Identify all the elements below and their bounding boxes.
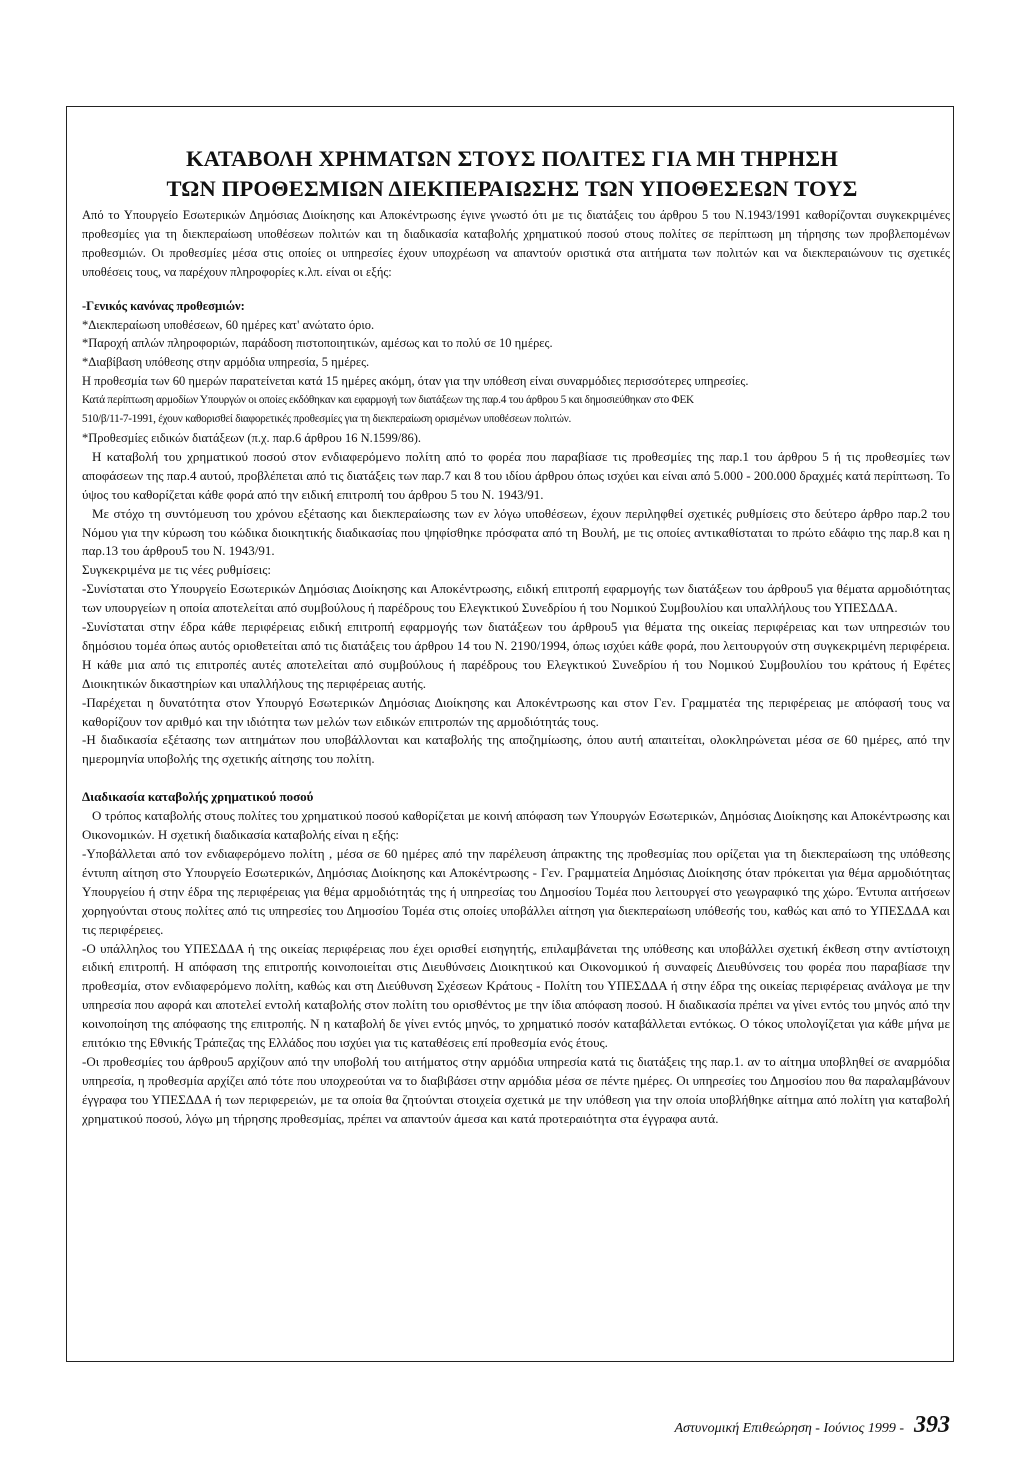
page-footer xyxy=(674,1412,950,1439)
footer-publication: Αστυνομική Επιθεώρηση - Ιούνιος 1999 - xyxy=(674,1421,904,1436)
spacer xyxy=(82,282,950,297)
title-line-2: ΤΩΝ ΠΡΟΘΕΣΜΙΩΝ ΔΙΕΚΠΕΡΑΙΩΣΗΣ ΤΩΝ ΥΠΟΘΕΣΕΩΝ ΤΟΥΣ xyxy=(166,176,858,201)
procedure-heading: Διαδικασία καταβολής χρηματικού ποσού xyxy=(82,789,314,805)
procedure-paragraph-2: -Υποβάλλεται από τον ενδιαφερόμενο πολίτη , μέσα σε 60 ημέρες από την παρέλευση άπρακτης της προθεσμίας που ορίζεται για τη διεκπεραίωση της υπόθεσης έντυπη αίτηση στο Υπουργείο Εσωτερικών, Δημόσιας Διοίκησης και Αποκέντρωσης - Γεν. Γραμματεία Δημόσιας Διοίκησης όταν πρόκειται για θέμα αρμοδιότητας Υπουργείου ή στην έδρα της περιφέρειας για θέμα αρμοδιότητάς της ή υπηρεσίας του Δημοσίου Τομέα που λειτουργεί στο γεωγραφικό της χώρο. Έντυπα αιτήσεων χορηγούνται στους πολίτες από τις υπηρεσίες του Δημοσίου Τομέα στις οποίες υποβάλλει αίτηση για διεκπεραίωση υπόθεσής του, καθώς και από το ΥΠΕΣΔΔΑ και τις περιφέρειες. xyxy=(82,846,950,937)
procedure-paragraph-3: -Ο υπάλληλος του ΥΠΕΣΔΔΑ ή της οικείας περιφέρειας που έχει ορισθεί εισηγητής, επιλαμβάνεται της υπόθεσης και υποβάλλει σχετική έκθεση στην αντίστοιχη ειδική επιτροπή. Η απόφαση της επιτροπής κοινοποιείται στις Διευθύνσεις Διοικητικού και Οικονομικού ή συναφείς Διευθύνσεις του φορέα που παραβίασε την προθεσμία, στον ενδιαφερόμενο πολίτη, καθώς και στη Διεύθυνση Σχέσεων Κράτους - Πολίτη του ΥΠΕΣΔΔΑ ή στην έδρα της οικείας περιφέρειας ανάλογα με την υπηρεσία που αφορά και αποτελεί εντολή καταβολής στον πολίτη του ορισθέντος με την ίδια απόφαση ποσού. Η διαδικασία πρέπει να γίνει εντός του μηνός από την κοινοποίηση της απόφασης της επιτροπής. Ν η καταβολή δε γίνει εντός μηνός, το χρηματικό ποσόν καταβάλλεται εντόκως. Ο τόκος υπολογίζεται για κάθε μήνα με επιτόκιο της Εθνικής Τράπεζας της Ελλάδος που ισχύει για τις καταθέσεις επί προθεσμία ενός έτους. xyxy=(82,940,950,1051)
rule-item-2: *Παροχή απλών πληροφοριών, παράδοση πιστοποιητικών, αμέσως και το πολύ σε 10 ημέρες. xyxy=(82,336,553,351)
article-body xyxy=(82,206,950,1129)
title-line-1: ΚΑΤΑΒΟΛΗ ΧΡΗΜΑΤΩΝ ΣΤΟΥΣ ΠΟΛΙΤΕΣ ΓΙΑ ΜΗ ΤΗΡΗΣΗ xyxy=(185,146,839,171)
payment-paragraph-2: Με στόχο τη συντόμευση του χρόνου εξέτασης και διεκπεραίωσης των εν λόγω υποθέσεων, έχουν περιληφθεί σχετικές ρυθμίσεις στο δεύτερο άρθρο παρ.2 του Νόμου για την κύρωση του κώδικα διοικητικής διαδικασίας που ψηφίσθηκε πρόσφατα από τη Βουλή, με τις οποίες αντικαθίσταται το πρώτο εδάφιο της παρ.8 και η παρ.13 του άρθρου5 του Ν. 1943/91. xyxy=(82,505,950,559)
rules-heading: -Γενικός κανόνας προθεσμιών: xyxy=(82,298,245,313)
spacer xyxy=(82,769,950,788)
rule-item-1: *Διεκπεραίωση υποθέσεων, 60 ημέρες κατ' ανώτατο όριο. xyxy=(82,317,375,332)
rule-extension: Η προθεσμία των 60 ημερών παρατείνεται κατά 15 ημέρες ακόμη, όταν για την υπόθεση είναι συναρμόδιες περισσότερες υπηρεσίες. xyxy=(82,374,749,389)
intro-paragraph: Από το Υπουργείο Εσωτερικών Δημόσιας Διοίκησης και Αποκέντρωσης έγινε γνωστό ότι με τις διατάξεις του άρθρου 5 του Ν.1943/1991 καθορίζονται συγκεκριμένες προθεσμίες για τη διεκπεραίωση υποθέσεων πολιτών και τη διαδικασία καταβολής χρηματικού ποσού στους πολίτες σε περίπτωση μη τήρησης των προβλεπομένων προθεσμιών. Οι προθεσμίες μέσα στις οποίες οι υπηρεσίες έχουν υποχρέωση να απαντούν οριστικά στα αιτήματα των πολιτών και να διεκπεραιώνουν τις σχετικές υποθέσεις τους, να παρέχουν πληροφορίες κ.λπ. είναι οι εξής: xyxy=(82,208,950,279)
procedure-paragraph-1: Ο τρόπος καταβολής στους πολίτες του χρηματικού ποσού καθορίζεται με κοινή απόφαση των Υπουργών Εσωτερικών, Δημόσιας Διοίκησης και Αποκέντρωσης και Οικονομικών. Η σχετική διαδικασία καταβολής είναι η εξής: xyxy=(82,808,950,843)
page-number: 393 xyxy=(914,1412,950,1438)
rule-special: *Προθεσμίες ειδικών διατάξεων (π.χ. παρ.6 άρθρου 16 Ν.1599/86). xyxy=(82,430,421,445)
procedure-paragraph-4: -Οι προθεσμίες του άρθρου5 αρχίζουν από την υποβολή του αιτήματος στην αρμόδια υπηρεσία κατά τις διατάξεις της παρ.1. αν το αίτημα υποβληθεί σε αναρμόδια υπηρεσία, η προθεσμία αρχίζει από τότε που υποχρεούται να το διαβιβάσει στην αρμόδια μέσα σε πέντε ημέρες. Οι υπηρεσίες του Δημοσίου που θα παραλαμβάνουν έγγραφα του ΥΠΕΣΔΔΑ ή των περιφερειών, με τα οποία θα ζητούνται στοιχεία σχετικά με την υπόθεση για την οποία υποβλήθηκε αίτημα από πολίτη για καταβολή χρηματικού ποσού, λόγω μη τήρησης προθεσμίας, πρέπει να απαντούν άμεσα και κατά προτεραιότητα στα έγγραφα αυτά. xyxy=(82,1053,950,1126)
payment-paragraph-3: Συγκεκριμένα με τις νέες ρυθμίσεις: xyxy=(82,562,271,578)
rule-item-3: *Διαβίβαση υπόθεσης στην αρμόδια υπηρεσία, 5 ημέρες. xyxy=(82,355,370,370)
rule-extension-continued-1: Κατά περίπτωση αρμοδίων Υπουργών οι οποίες εκδόθηκαν και εφαρμογή των διατάξεων της παρ.4 του άρθρου 5 και δημοσιεύθηκαν στο ΦΕΚ xyxy=(82,394,694,407)
payment-paragraph-4: -Συνίσταται στο Υπουργείο Εσωτερικών Δημόσιας Διοίκησης και Αποκέντρωσης, ειδική επιτροπή εφαρμογής των διατάξεων του άρθρου5 για θέματα αρμοδιότητας των υπουργείων η οποία αποτελείται από συμβούλους ή παρέδρους του Ελεγκτικού Συνεδρίου ή του Νομικού Συμβουλίου και υπαλλήλους του ΥΠΕΣΔΔΑ. xyxy=(82,581,950,616)
payment-paragraph-7: -Η διαδικασία εξέτασης των αιτημάτων που υποβάλλονται και καταβολής της αποζημίωσης, όπου αυτή απαιτείται, ολοκληρώνεται μέσα σε 60 ημέρες, από την ημερομηνία υποβολής της σχετικής αίτησης του πολίτη. xyxy=(82,732,950,767)
payment-paragraph-6: -Παρέχεται η δυνατότητα στον Υπουργό Εσωτερικών Δημόσιας Διοίκησης και Αποκέντρωσης και στον Γεν. Γραμματέα της περιφέρειας με απόφασή τους να καθορίζουν τον αριθμό και την ιδιότητα των μελών των ειδικών επιτροπών της αρμοδιότητάς τους. xyxy=(82,694,950,729)
payment-paragraph-5: -Συνίσταται στην έδρα κάθε περιφέρειας ειδική επιτροπή εφαρμογής των διατάξεων του άρθρου5 για θέματα της οικείας περιφέρειας και των υπηρεσιών του δημόσιου τομέα όπως αυτός οριοθετείται από τις διατάξεις του άρθρου 14 του Ν. 2190/1994, όπως ισχύει κάθε φορά, που λειτουργούν στη συγκεκριμένη περιφέρεια. Η κάθε μια από τις επιτροπές αυτές αποτελείται από συμβούλους ή παρέδρους του Ελεγκτικού Συνεδρίου ή του Νομικού Συμβουλίου του κράτους ή Εφέτες Διοικητικών δικαστηρίων και υπαλλήλους της περιφέρειας αυτής. xyxy=(82,619,950,691)
payment-paragraph-1: Η καταβολή του χρηματικού ποσού στον ενδιαφερόμενο πολίτη από το φορέα που παραβίασε τις προθεσμίες της παρ.1 του άρθρου 5 ή τις προθεσμίες των αποφάσεων της παρ.4 αυτού, προβλέπεται από τις διατάξεις των παρ.7 και 8 του ιδίου άρθρου όπως ισχύει και είναι από 5.000 - 200.000 δραχμές κατά περίπτωση. Το ύψος του καθορίζεται κάθε φορά από την ειδική επιτροπή του άρθρου 5 του Ν. 1943/91. xyxy=(82,448,950,502)
rule-extension-continued-2: 510/β/11-7-1991, έχουν καθορισθεί διαφορετικές προθεσμίες για τη διεκπεραίωση ορισμένων υποθέσεων πολιτών. xyxy=(82,413,572,426)
article-title xyxy=(70,144,954,204)
